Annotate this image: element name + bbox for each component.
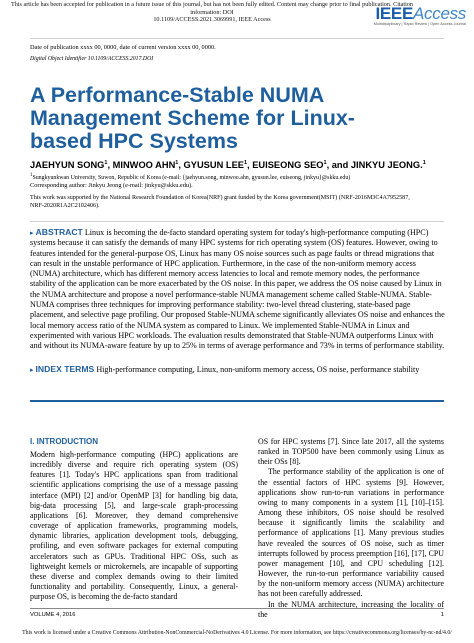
header-divider (30, 38, 444, 39)
body-column-right (258, 437, 444, 620)
author-name: GYUSUN LEE (183, 160, 244, 171)
author-name: JINKYU JEONG. (350, 160, 423, 171)
funding-note: This work was supported by the National Research Foundation of Korea(NRF) grant funded by the Korea government(MSIT) (NRF-2016M3C4A7952587, NRF-2020R1A2C2102406). (30, 195, 410, 209)
doi-line: Digital Object Identifier 10.1109/ACCESS.2017.DOI (30, 56, 154, 62)
notice-line-1: This article has been accepted for publication in a future issue of this journal, but has not been fully edited. Content may change prior to final publication. Citation information: DOI (10, 1, 414, 16)
abstract-label: ABSTRACT (35, 227, 83, 237)
triangle-icon: ▸ (30, 366, 34, 374)
abstract-block (30, 227, 446, 352)
license-notice: This work is licensed under a Creative Commons Attribution-NonCommercial-NoDerivatives 4.0 License. For more information, see https://creativecommons.org/licenses/by-nc-nd/4.0/ (22, 630, 452, 636)
section-heading: I. INTRODUCTION (30, 437, 98, 446)
triangle-icon: ▸ (30, 229, 34, 237)
corresponding-author: Corresponding author: Jinkyu Jeong (e-mail: jinkyu@skku.edu). (30, 182, 193, 189)
index-terms-label: INDEX TERMS (35, 364, 95, 374)
notice-line-2: 10.1109/ACCESS.2021.3069991, IEEE Access (153, 16, 271, 24)
page-footer (30, 612, 444, 618)
paragraph: OS for HPC systems [7]. Since late 2017, all the systems ranked in TOP500 have been commonly using Linux as their OSs [8]. (258, 437, 444, 467)
publication-date: Date of publication xxxx 00, 0000, date of current version xxxx 00, 0000. (30, 44, 216, 51)
logo-wordmark (374, 6, 466, 22)
logo-tagline: Multidisciplinary | Rapid Review | Open Access Journal (373, 22, 466, 26)
volume-label: VOLUME 4, 2016 (30, 612, 76, 618)
ieee-access-logo (374, 6, 466, 26)
logo-primary: IEEE (375, 4, 413, 23)
logo-secondary: Access (413, 4, 466, 23)
author-list: JAEHYUN SONG$^1$, MINWOO AHN$^1$, GYUSUN LEE$^1$, EUISEONG SEO$^1$, and JINKYU JEONG.$^1$ (30, 160, 426, 171)
section-rule (30, 400, 444, 402)
notice-text (8, 1, 416, 24)
paper-title: A Performance-Stable NUMA Management Scheme for Linux-based HPC Systems (30, 83, 355, 153)
footer-divider (30, 608, 444, 609)
abstract-divider (30, 221, 444, 222)
affiliation: $^1$Sungkyunkwan University, Suwon, Republic of Korea (e-mail: {jaehyun.song, minwoo.ahn, gyusun.lee, euiseong, jinkyu}@skku.edu) (30, 173, 351, 181)
paragraph: The performance stability of the application is one of the essential factors of HPC systems [9]. However, applications show run-to-run variations in performance owing to many components in a system [1], [10]–[15]. Among these inhibitors, OS noise should be resolved because it significantly limits the scalability and performance of applications [1]. Many previous studies have revealed the sources of OS noise, such as timer interrupts followed by process preemption [16], [17], CPU power management [10], and CPU scheduling [12]. However, the run-to-run performance variability caused by the non-uniform memory access (NUMA) architecture has not been carefully addressed. (258, 467, 444, 599)
abstract-text: Linux is becoming the de-facto standard operating system for today's high-performance computing (HPC) systems because it can satisfy the demands of many HPC systems for rich operating system (OS) features. However, owing to features intended for the general-purpose OS, Linux has many OS noise sources such as page faults or thread migrations that can result in the unstable performance of HPC application. Furthermore, in the case of the non-uniform memory access (NUMA) architecture, which has different memory access latencies to local and remote memory nodes, the performance stability of the application can be more exacerbated by the OS noise. In this paper, we address the OS noise caused by Linux in the NUMA architecture and propose a novel performance-stable NUMA management scheme called Stable-NUMA. Stable-NUMA comprises three techniques for improving performance stability: two-level thread clustering, state-based page placement, and selective page profiling. Our proposed Stable-NUMA scheme significantly alleviates OS noise and enhances the local memory access ratio of the NUMA system as compared to Linux. We implemented Stable-NUMA in Linux and experimented with various HPC workloads. The evaluation results demonstrated that Stable-NUMA outperforms Linux with and without its NUMA-aware feature by up to 25% in terms of average performance and 73% in terms of performance stability. (30, 228, 445, 351)
author-name: EUISEONG SEO (252, 160, 324, 171)
paragraph: In the NUMA architecture, increasing the locality of the (258, 599, 444, 619)
body-column-left: Modern high-performance computing (HPC) applications are incredibly diverse and require rich operating system (OS) features [1]. Today's HPC applications span from traditional scientific applications comprising the use of a message passing interface (MPI) [2] and/or OpenMP [3] for handling big data, big-data processing [5], and large-scale graph-processing applications [6]. Moreover, they demand comprehensive coverage of application frameworks, programming models, dynamic libraries, application development tools, debugging, profiling, and even software packages for external computing accelerators such as GPUs. Traditional HPC OSs, such as lightweight kernels or microkernels, are incapable of supporting these diverse and complex demands owing to their limited functionality and portability. Consequently, Linux, a general-purpose OS, is becoming the de-facto standard (30, 450, 238, 602)
index-terms-text: High-performance computing, Linux, non-uniform memory access, OS noise, performance stability (96, 365, 420, 374)
index-terms-block (30, 364, 446, 375)
page-number: 1 (440, 612, 444, 618)
author-name: JAEHYUN SONG (30, 160, 105, 171)
author-name: MINWOO AHN (112, 160, 176, 171)
